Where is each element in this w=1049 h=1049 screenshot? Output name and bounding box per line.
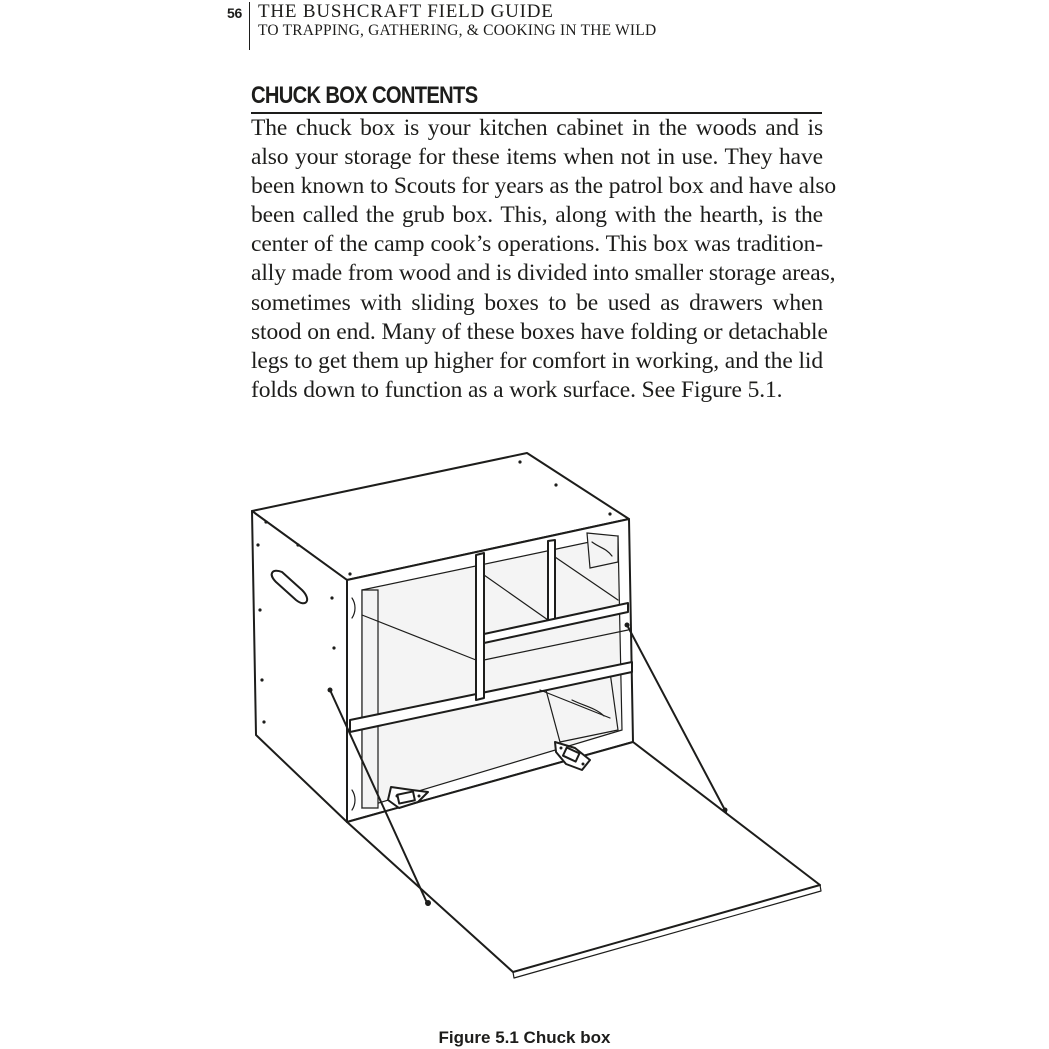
section-heading: CHUCK BOX CONTENTS (251, 82, 478, 109)
paragraph-line: been known to Scouts for years as the patrol box and have also (251, 173, 837, 200)
running-header-subtitle: TO TRAPPING, GATHERING, & COOKING IN THE WILD (258, 22, 657, 39)
chuck-box-illustration (240, 440, 840, 1000)
paragraph-line: ally made from wood and is divided into smaller storage areas, (251, 260, 836, 287)
upper-divider (548, 540, 555, 622)
paragraph-line: folds down to function as a work surface. See Figure 5.1. (251, 376, 783, 403)
body-paragraph (251, 114, 837, 405)
figure-caption: Figure 5.1 Chuck box (438, 1028, 611, 1047)
paragraph-line: legs to get them up higher for comfort in working, and the lid (251, 347, 823, 374)
paragraph-line: sometimes with sliding boxes to be used as drawers when (251, 289, 823, 316)
vertical-divider (476, 553, 484, 700)
page-number: 56 (227, 5, 242, 21)
paragraph-line: been called the grub box. This, along with the hearth, is the (251, 202, 823, 229)
paragraph-line: center of the camp cook’s operations. This box was tradition- (251, 231, 823, 258)
running-header-title: THE BUSHCRAFT FIELD GUIDE (258, 1, 554, 22)
paragraph-line: also your storage for these items when not in use. They have (251, 144, 823, 171)
chuck-box-drawing (240, 440, 840, 1000)
paragraph-line: The chuck box is your kitchen cabinet in the woods and is (251, 115, 823, 141)
paragraph-line: stood on end. Many of these boxes have folding or detachable (251, 318, 828, 345)
header-divider (249, 2, 250, 50)
